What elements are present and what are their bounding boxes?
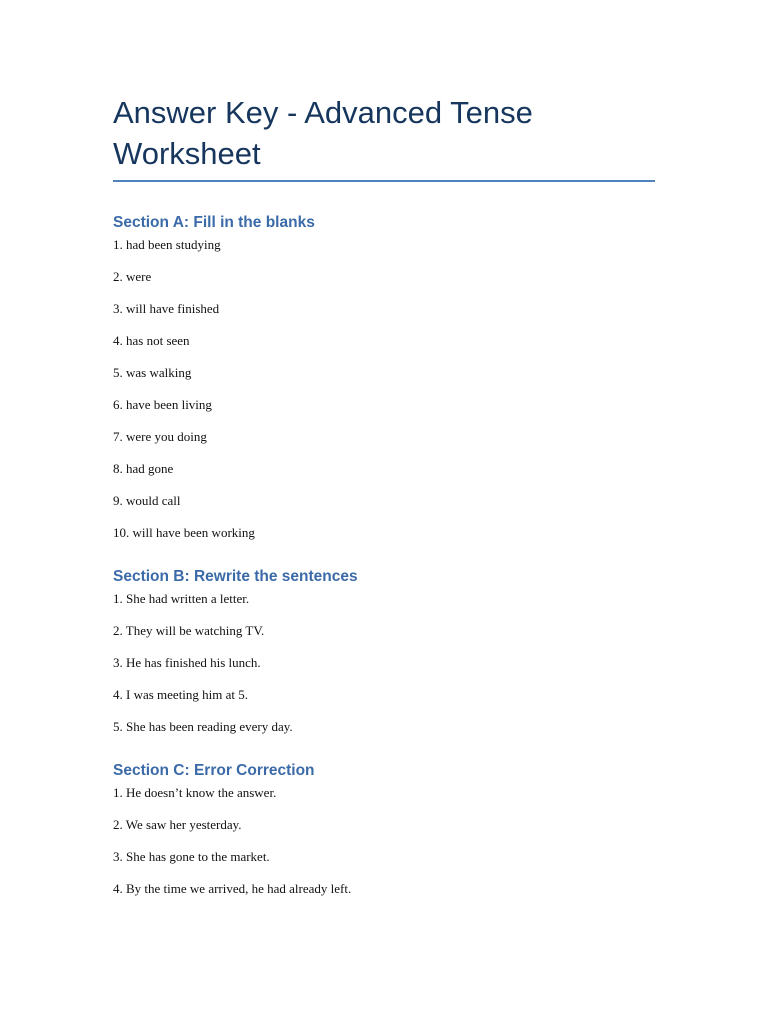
answer-item: 4. has not seen (113, 333, 190, 348)
answer-item: 1. He doesn’t know the answer. (113, 785, 277, 800)
answer-item: 1. had been studying (113, 237, 221, 252)
answer-item: 3. will have finished (113, 301, 220, 316)
answer-item: 7. were you doing (113, 429, 207, 444)
section-c (113, 761, 655, 913)
answer-item: 4. I was meeting him at 5. (113, 687, 249, 702)
answer-item: 8. had gone (113, 461, 174, 476)
section-b-list (113, 591, 655, 751)
answer-item: 5. was walking (113, 365, 192, 380)
answer-item: 3. She has gone to the market. (113, 849, 270, 864)
section-a (113, 213, 655, 557)
section-c-list (113, 785, 655, 913)
title-underline (113, 180, 655, 182)
answer-item: 1. She had written a letter. (113, 591, 250, 606)
answer-item: 4. By the time we arrived, he had already left. (113, 881, 352, 896)
answer-item: 2. They will be watching TV. (113, 623, 265, 638)
answer-item: 2. were (113, 269, 152, 284)
answer-item: 5. She has been reading every day. (113, 719, 293, 734)
section-a-list (113, 237, 655, 557)
answer-item: 6. have been living (113, 397, 212, 412)
section-b (113, 567, 655, 751)
page-title: Answer Key - Advanced Tense Worksheet (113, 95, 533, 171)
document-page (113, 92, 655, 913)
answer-item: 3. He has finished his lunch. (113, 655, 261, 670)
answer-item: 9. would call (113, 493, 181, 508)
section-b-heading: Section B: Rewrite the sentences (113, 568, 358, 585)
section-a-heading: Section A: Fill in the blanks (113, 214, 315, 231)
section-c-heading: Section C: Error Correction (113, 762, 315, 779)
answer-item: 2. We saw her yesterday. (113, 817, 242, 832)
answer-item: 10. will have been working (113, 525, 255, 540)
